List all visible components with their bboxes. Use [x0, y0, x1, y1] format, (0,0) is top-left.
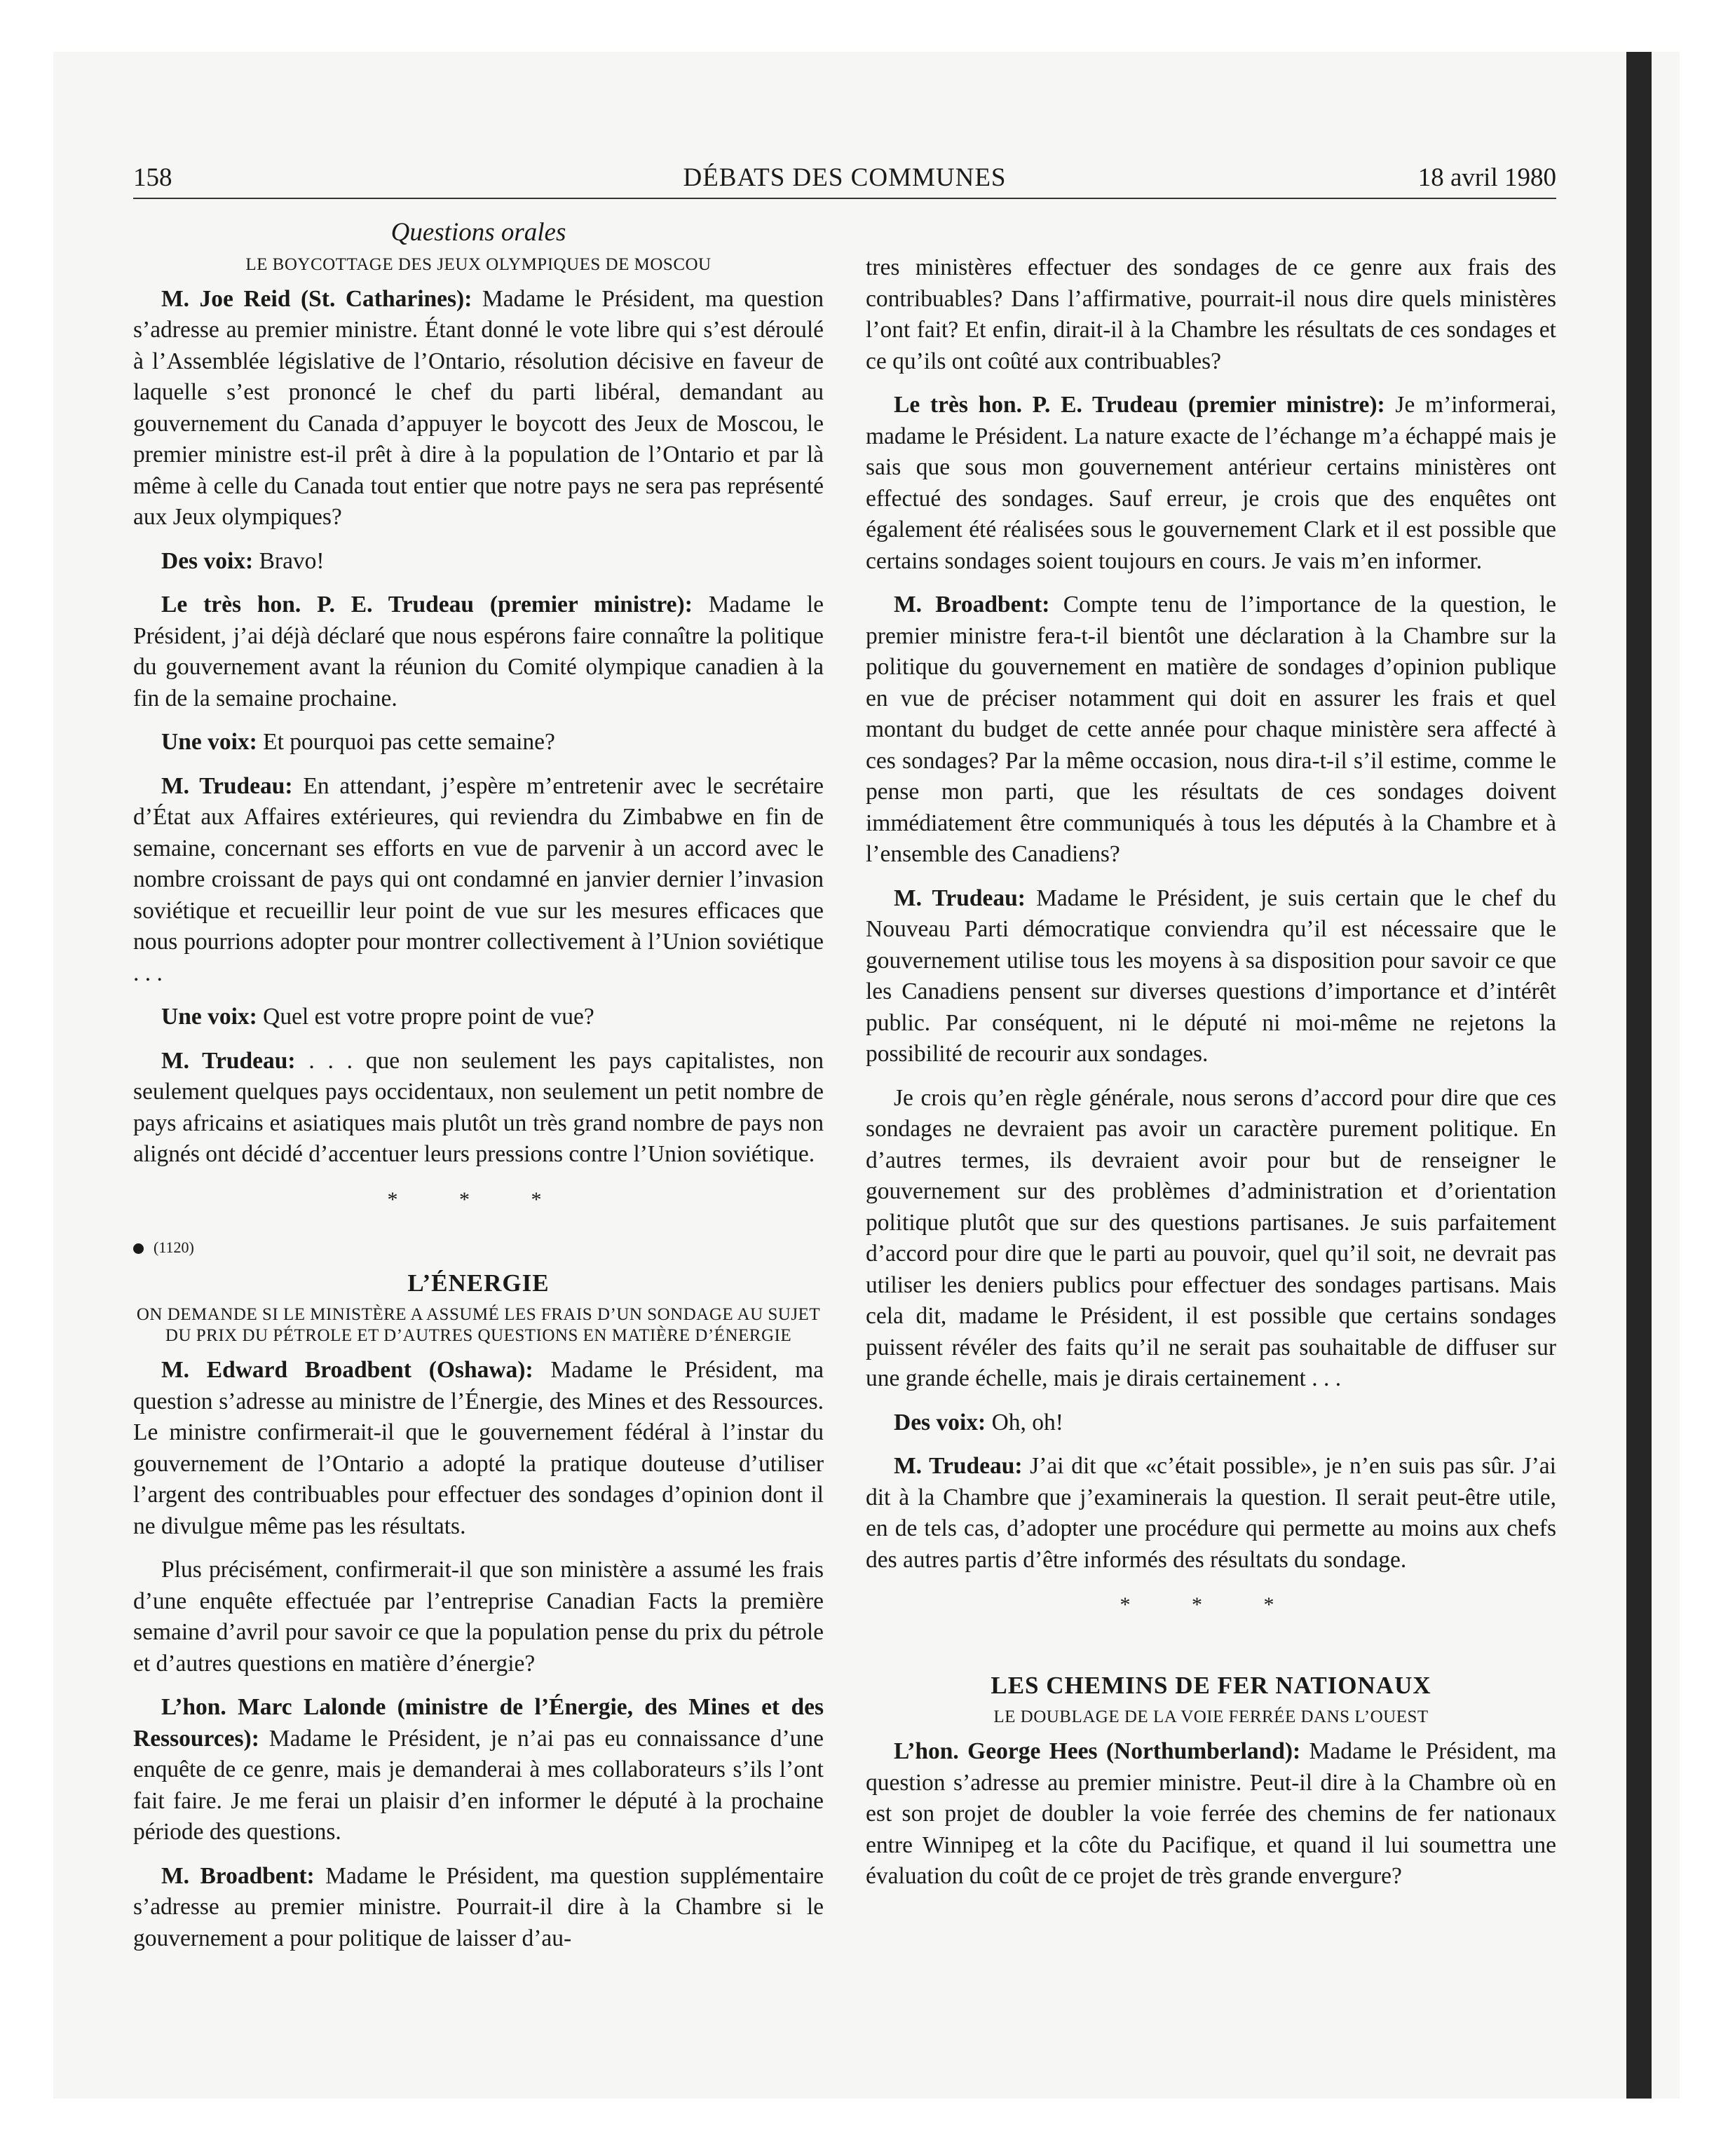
right-column [866, 252, 1556, 1905]
speech-text: Madame le Président, je suis certain que le chef du Nouveau Parti démocratique conviendra qu’il est nécessaire que le gouvernement utilise tous les moyens à sa disposition pour savoir ce que les Canadiens pensent sur diverses questions d’importance et d’intérêt public. Par conséquent, ni le député ni moi-même ne rejetons la possibilité de recourir aux sondages. [866, 885, 1556, 1067]
speaker-name: Des voix: [894, 1409, 986, 1435]
speech-text: Bravo! [253, 547, 325, 574]
paragraph [133, 1555, 824, 1679]
section-separator: * * * [1120, 1593, 1302, 1616]
speech-text: Madame le Président, ma question supplémentaire s’adresse au premier ministre. Pourrait-il dire à la Chambre si le gouvernement a pour politique de laisser d’au- [133, 1862, 824, 1951]
speaker-name: Le très hon. P. E. Trudeau (premier ministre): [161, 592, 693, 618]
speech-text: En attendant, j’espère m’entretenir avec le secrétaire d’État aux Affaires extérieures, qui reviendra du Zimbabwe en fin de semaine, concernant ses efforts en vue de parvenir à un accord avec le nombre croissant de pays qui ont condamné en janvier dernier l’invasion soviétique et recueillir leur point de vue sur les mesures efficaces que nous pourrions adopter pour montrer collectivement à l’Union soviétique . . . [133, 772, 824, 986]
speaker-name: M. Trudeau: [161, 1047, 296, 1074]
subheading: LE BOYCOTTAGE DES JEUX OLYMPIQUES DE MOSCOU [245, 254, 712, 274]
paragraph [133, 1002, 824, 1033]
subheading: LE DOUBLAGE DE LA VOIE FERRÉE DANS L’OUEST [993, 1707, 1429, 1726]
left-column [133, 217, 824, 1967]
time-marker [133, 1232, 824, 1264]
section-heading: L’ÉNERGIE [407, 1269, 550, 1297]
speaker-name: Des voix: [161, 547, 254, 574]
speaker-name: M. Trudeau: [894, 885, 1026, 911]
page-header [133, 163, 1556, 199]
speech-text: Je crois qu’en règle générale, nous serons d’accord pour dire que ces sondages ne devraient pas avoir un caractère purement politique. En d’autres termes, ils devraient avoir pour but de renseigner le gouvernement sur des problèmes d’administration et d’orientation politique plutôt que sur des questions partisanes. Je suis parfaitement d’accord pour dire que le parti au pouvoir, quel qu’il soit, ne devrait pas utiliser les deniers publics pour effectuer des sondages partisans. Mais cela dit, madame le Président, il est possible que certains sondages puissent révéler des faits qu’il ne serait pas souhaitable de diffuser sur une grande échelle, mais je dirais certainement . . . [866, 1084, 1556, 1391]
speech-text: Madame le Président, je n’ai pas eu connaissance d’une enquête de ce genre, mais je demanderai à mes collaborateurs s’ils l’ont fait faire. Je me ferai un plaisir d’en informer le député à la prochaine période des questions. [133, 1725, 824, 1845]
paragraph [133, 1692, 824, 1848]
publication-title: DÉBATS DES COMMUNES [683, 163, 1007, 192]
paragraph [866, 252, 1556, 377]
section-separator: * * * [387, 1187, 570, 1211]
speaker-name: M. Edward Broadbent (Oshawa): [161, 1357, 533, 1383]
speaker-name: M. Trudeau: [894, 1453, 1023, 1479]
speech-text: Et pourquoi pas cette semaine? [257, 729, 555, 755]
page-number: 158 [133, 163, 172, 192]
paragraph [133, 546, 824, 578]
speaker-name: L’hon. Marc Lalonde (ministre de l’Énergie, des Mines et des Ressources): [133, 1694, 824, 1752]
paragraph [866, 589, 1556, 871]
paragraph [133, 1355, 824, 1542]
paragraph [133, 727, 824, 758]
paragraph [866, 1736, 1556, 1892]
speech-text: . . . que non seulement les pays capitalistes, non seulement quelques pays occidentaux, non seulement un petit nombre de pays africains et asiatiques mais plutôt un très grand nombre de pays non alignés ont décidé d’accentuer leurs pressions contre l’Union soviétique. [133, 1047, 824, 1167]
speaker-name: M. Trudeau: [161, 772, 293, 799]
speech-text: J’ai dit que «c’était possible», je n’en suis pas sûr. J’ai dit à la Chambre que j’examinerais la question. Il serait peut-être utile, en de tels cas, d’adopter une procédure qui permette au moins aux chefs des autres partis d’être informés des résultats du sondage. [866, 1453, 1556, 1573]
paragraph [133, 284, 824, 533]
paragraph [866, 1407, 1556, 1439]
speech-text: Quel est votre propre point de vue? [257, 1004, 594, 1030]
speaker-name: Une voix: [161, 1004, 257, 1030]
speaker-name: Le très hon. P. E. Trudeau (premier ministre): [894, 392, 1385, 418]
speech-text: Madame le Président, j’ai déjà déclaré que nous espérons faire connaître la politique du gouvernement avant la réunion du Comité olympique canadien à la fin de la semaine prochaine. [133, 592, 824, 711]
speech-text: Madame le Président, ma question s’adresse au premier ministre. Étant donné le vote libre qui s’est déroulé à l’Assemblée législative de l’Ontario, résolution décisive en faveur de laquelle s’est prononcé le chef du parti libéral, demandant au gouvernement du Canada d’appuyer le boycott des Jeux de Moscou, le premier ministre est-il prêt à dire à la population de l’Ontario et par là même à celle du Canada tout entier que notre pays ne sera pas représenté aux Jeux olympiques? [133, 285, 824, 530]
speech-text: Je m’informerai, madame le Président. La nature exacte de l’échange m’a échappé mais je sais que sous mon gouvernement antérieur certains ministères ont effectué des sondages. Sauf erreur, je crois que des enquêtes ont également été réalisées sous le gouvernement Clark et il est possible que certains sondages soient toujours en cours. Je vais m’en informer. [866, 392, 1557, 574]
speech-text: Plus précisément, confirmerait-il que son ministère a assumé les frais d’une enquête effectuée par l’entreprise Canadian Facts la première semaine d’avril pour savoir ce que la population pense du prix du pétrole et d’autres questions en matière d’énergie? [133, 1557, 824, 1677]
page-binding-edge [1626, 52, 1652, 2099]
speech-text: Compte tenu de l’importance de la question, le premier ministre fera-t-il bientôt une déclaration à la Chambre sur la politique du gouvernement en matière de sondages d’opinion publique en vue de préciser notamment qui doit en assurer les frais et quel montant du budget de cette année pour chaque ministère sera affecté à ces sondages? Par la même occasion, nous dira-t-il s’il estime, comme le pense mon parti, que les résultats de ces sondages doivent immédiatement être communiqués à tous les députés à la Chambre et à l’ensemble des Canadiens? [866, 592, 1556, 867]
speech-text: tres ministères effectuer des sondages de ce genre aux frais des contribuables? Dans l’affirmative, pourrait-il nous dire quels ministères l’ont fait? Et enfin, dirait-il à la Chambre les résultats de ces sondages et ce qu’ils ont coûté aux contribuables? [866, 254, 1556, 374]
speaker-name: M. Broadbent: [161, 1862, 315, 1889]
speaker-name: L’hon. George Hees (Northumberland): [894, 1738, 1301, 1764]
subheading: ON DEMANDE SI LE MINISTÈRE A ASSUMÉ LES FRAIS D’UN SONDAGE AU SUJET DU PRIX DU PÉTROLE ET D’AUTRES QUESTIONS EN MATIÈRE D’ÉNERGIE [136, 1305, 821, 1345]
speech-text: Oh, oh! [986, 1409, 1063, 1435]
page-date: 18 avril 1980 [1417, 163, 1556, 192]
time-marker-text: (1120) [154, 1239, 194, 1256]
section-title: Questions orales [390, 218, 566, 247]
bullet-dot-icon [133, 1243, 144, 1254]
paragraph [866, 1451, 1556, 1576]
paragraph [133, 1046, 824, 1171]
paragraph [866, 883, 1556, 1070]
speaker-name: M. Joe Reid (St. Catharines): [161, 285, 472, 312]
section-heading: LES CHEMINS DE FER NATIONAUX [991, 1671, 1431, 1699]
paragraph [133, 589, 824, 714]
speech-text: Madame le Président, ma question s’adresse au ministre de l’Énergie, des Mines et des Ressources. Le ministre confirmerait-il que le gouvernement fédéral à l’instar du gouvernement de l’Ontario a adopté la pratique douteuse d’utiliser l’argent des contribuables pour effectuer des sondages d’opinion dont il ne divulgue même pas les résultats. [133, 1357, 824, 1539]
speaker-name: M. Broadbent: [894, 592, 1050, 618]
paragraph [133, 771, 824, 990]
paragraph [133, 1861, 824, 1955]
speaker-name: Une voix: [161, 729, 257, 755]
paragraph [866, 1083, 1556, 1395]
speech-text: Madame le Président, ma question s’adresse au premier ministre. Peut-il dire à la Chambre où en est son projet de doubler la voie ferrée des chemins de fer nationaux entre Winnipeg et la côte du Pacifique, et quand il lui soumettra une évaluation du coût de ce projet de très grande envergure? [866, 1738, 1556, 1889]
paragraph [866, 390, 1556, 577]
